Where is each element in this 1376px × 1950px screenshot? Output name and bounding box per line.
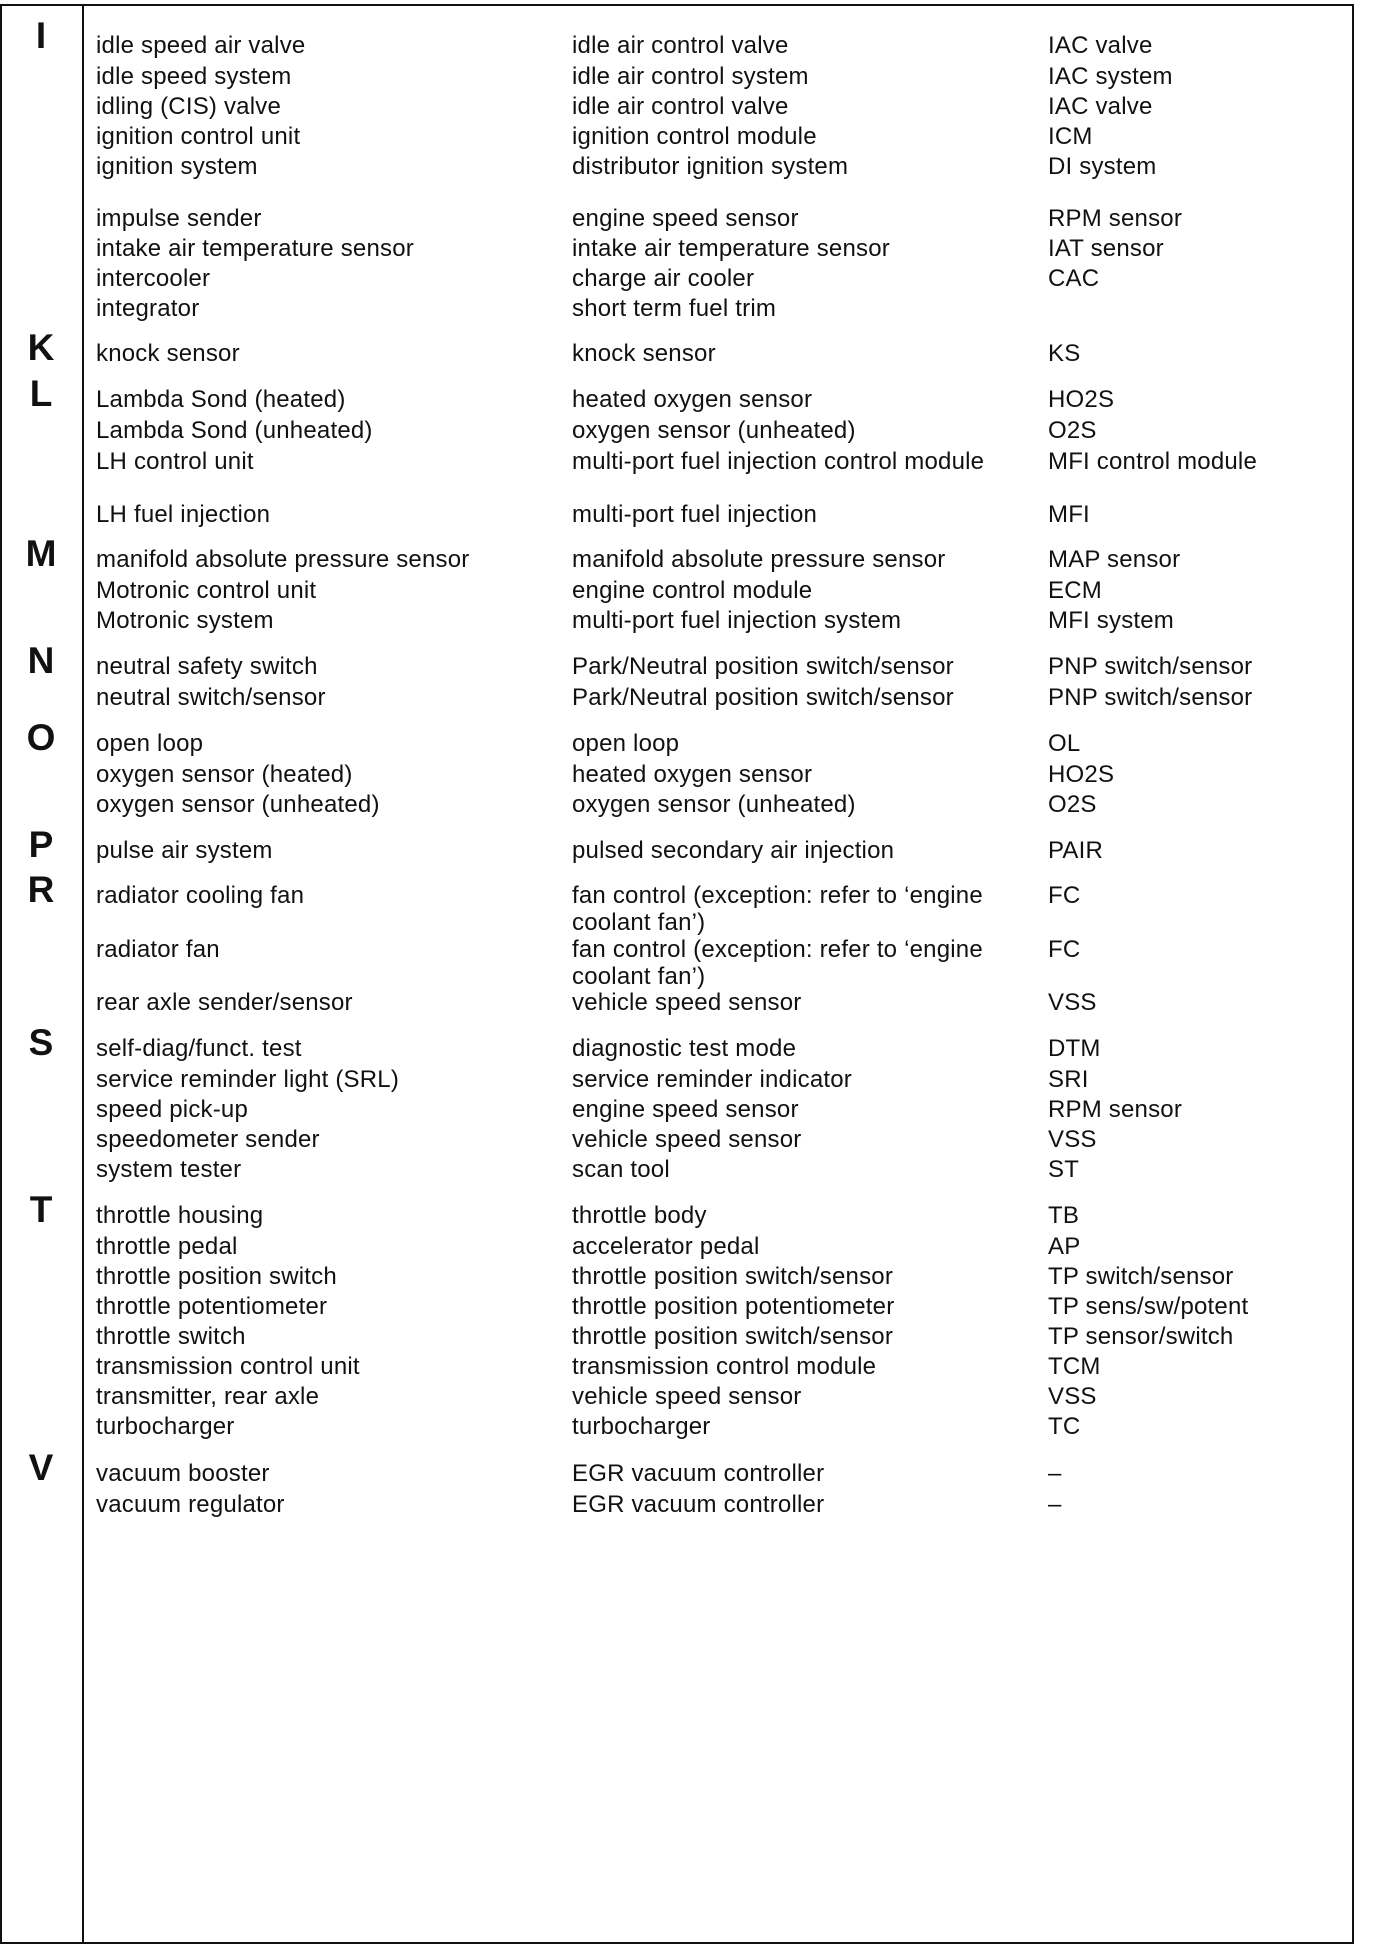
old-term: ignition system bbox=[96, 153, 258, 180]
new-term: EGR vacuum controller bbox=[572, 1491, 825, 1518]
old-term: idling (CIS) valve bbox=[96, 93, 281, 120]
abbreviation: ECM bbox=[1048, 577, 1102, 604]
old-term: throttle pedal bbox=[96, 1233, 238, 1260]
abbreviation: TCM bbox=[1048, 1353, 1101, 1380]
old-term: oxygen sensor (unheated) bbox=[96, 791, 380, 818]
new-term: idle air control system bbox=[572, 63, 809, 90]
old-term: transmission control unit bbox=[96, 1353, 360, 1380]
letter-column-divider bbox=[82, 4, 84, 1944]
new-term: multi-port fuel injection system bbox=[572, 607, 902, 634]
abbreviation: HO2S bbox=[1048, 386, 1115, 413]
abbreviation: PNP switch/sensor bbox=[1048, 684, 1253, 711]
section-letter-r: R bbox=[27, 869, 55, 910]
section-letter-i: I bbox=[35, 15, 47, 56]
abbreviation: DI system bbox=[1048, 153, 1157, 180]
abbreviation: ST bbox=[1048, 1156, 1080, 1183]
new-term: throttle body bbox=[572, 1202, 707, 1229]
abbreviation: IAT sensor bbox=[1048, 235, 1164, 262]
abbreviation: MFI system bbox=[1048, 607, 1174, 634]
abbreviation: FC bbox=[1048, 936, 1081, 963]
old-term: throttle housing bbox=[96, 1202, 264, 1229]
section-letter-o: O bbox=[26, 717, 56, 758]
section-letter-t: T bbox=[29, 1189, 53, 1230]
new-term: distributor ignition system bbox=[572, 153, 849, 180]
abbreviation: MAP sensor bbox=[1048, 546, 1181, 573]
abbreviation: VSS bbox=[1048, 1383, 1097, 1410]
old-term: oxygen sensor (heated) bbox=[96, 761, 353, 788]
abbreviation: O2S bbox=[1048, 417, 1097, 444]
new-term: Park/Neutral position switch/sensor bbox=[572, 653, 954, 680]
new-term: idle air control valve bbox=[572, 32, 789, 59]
new-term: fan control (exception: refer to ‘engine coolant fan’) bbox=[572, 936, 983, 990]
abbreviation: TP sensor/switch bbox=[1048, 1323, 1234, 1350]
old-term: speedometer sender bbox=[96, 1126, 320, 1153]
new-term: short term fuel trim bbox=[572, 295, 777, 322]
abbreviation: TP switch/sensor bbox=[1048, 1263, 1234, 1290]
section-letter-n: N bbox=[27, 640, 55, 681]
new-term: knock sensor bbox=[572, 340, 716, 367]
new-term: engine control module bbox=[572, 577, 813, 604]
new-term: transmission control module bbox=[572, 1353, 877, 1380]
old-term: vacuum regulator bbox=[96, 1491, 285, 1518]
abbreviation: VSS bbox=[1048, 989, 1097, 1016]
abbreviation: HO2S bbox=[1048, 761, 1115, 788]
new-term: vehicle speed sensor bbox=[572, 989, 802, 1016]
old-term: intercooler bbox=[96, 265, 211, 292]
new-term: Park/Neutral position switch/sensor bbox=[572, 684, 954, 711]
old-term: intake air temperature sensor bbox=[96, 235, 414, 262]
new-term: turbocharger bbox=[572, 1413, 711, 1440]
abbreviation: – bbox=[1048, 1491, 1062, 1518]
old-term: LH control unit bbox=[96, 448, 254, 475]
new-term: engine speed sensor bbox=[572, 205, 799, 232]
old-term: transmitter, rear axle bbox=[96, 1383, 320, 1410]
abbreviation: ICM bbox=[1048, 123, 1093, 150]
abbreviation: DTM bbox=[1048, 1035, 1101, 1062]
old-term: manifold absolute pressure sensor bbox=[96, 546, 470, 573]
old-term: neutral switch/sensor bbox=[96, 684, 326, 711]
new-term: oxygen sensor (unheated) bbox=[572, 417, 856, 444]
abbreviation: CAC bbox=[1048, 265, 1100, 292]
new-term: charge air cooler bbox=[572, 265, 755, 292]
abbreviation: VSS bbox=[1048, 1126, 1097, 1153]
new-term: engine speed sensor bbox=[572, 1096, 799, 1123]
old-term: impulse sender bbox=[96, 205, 262, 232]
abbreviation: IAC system bbox=[1048, 63, 1173, 90]
new-term: fan control (exception: refer to ‘engine coolant fan’) bbox=[572, 882, 983, 936]
old-term: idle speed air valve bbox=[96, 32, 306, 59]
new-term: throttle position potentiometer bbox=[572, 1293, 895, 1320]
abbreviation: RPM sensor bbox=[1048, 205, 1183, 232]
old-term: throttle switch bbox=[96, 1323, 246, 1350]
section-letter-m: M bbox=[25, 533, 57, 574]
old-term: turbocharger bbox=[96, 1413, 235, 1440]
old-term: radiator cooling fan bbox=[96, 882, 305, 909]
old-term: neutral safety switch bbox=[96, 653, 318, 680]
new-term: idle air control valve bbox=[572, 93, 789, 120]
new-term: pulsed secondary air injection bbox=[572, 837, 895, 864]
old-term: LH fuel injection bbox=[96, 501, 271, 528]
old-term: rear axle sender/sensor bbox=[96, 989, 353, 1016]
abbreviation: OL bbox=[1048, 730, 1081, 757]
abbreviation: O2S bbox=[1048, 791, 1097, 818]
old-term: vacuum booster bbox=[96, 1460, 270, 1487]
old-term: throttle position switch bbox=[96, 1263, 337, 1290]
new-term: manifold absolute pressure sensor bbox=[572, 546, 946, 573]
new-term: vehicle speed sensor bbox=[572, 1126, 802, 1153]
new-term: ignition control module bbox=[572, 123, 817, 150]
section-letter-k: K bbox=[27, 327, 55, 368]
old-term: speed pick-up bbox=[96, 1096, 249, 1123]
abbreviation: SRI bbox=[1048, 1066, 1089, 1093]
abbreviation: MFI control module bbox=[1048, 448, 1258, 475]
old-term: pulse air system bbox=[96, 837, 273, 864]
old-term: throttle potentiometer bbox=[96, 1293, 328, 1320]
new-term: throttle position switch/sensor bbox=[572, 1263, 894, 1290]
abbreviation: PNP switch/sensor bbox=[1048, 653, 1253, 680]
new-term: accelerator pedal bbox=[572, 1233, 760, 1260]
old-term: ignition control unit bbox=[96, 123, 301, 150]
old-term: open loop bbox=[96, 730, 204, 757]
old-term: Lambda Sond (unheated) bbox=[96, 417, 373, 444]
new-term: open loop bbox=[572, 730, 680, 757]
new-term: heated oxygen sensor bbox=[572, 386, 813, 413]
abbreviation: PAIR bbox=[1048, 837, 1104, 864]
abbreviation: TP sens/sw/potent bbox=[1048, 1293, 1249, 1320]
new-term: heated oxygen sensor bbox=[572, 761, 813, 788]
abbreviation: TC bbox=[1048, 1413, 1081, 1440]
old-term: radiator fan bbox=[96, 936, 220, 963]
new-term: intake air temperature sensor bbox=[572, 235, 890, 262]
old-term: Motronic system bbox=[96, 607, 274, 634]
new-term: scan tool bbox=[572, 1156, 670, 1183]
abbreviation: RPM sensor bbox=[1048, 1096, 1183, 1123]
abbreviation: FC bbox=[1048, 882, 1081, 909]
abbreviation: IAC valve bbox=[1048, 93, 1153, 120]
new-term: diagnostic test mode bbox=[572, 1035, 797, 1062]
new-term: multi-port fuel injection bbox=[572, 501, 818, 528]
new-term: EGR vacuum controller bbox=[572, 1460, 825, 1487]
old-term: idle speed system bbox=[96, 63, 292, 90]
abbreviation: – bbox=[1048, 1460, 1062, 1487]
abbreviation: MFI bbox=[1048, 501, 1090, 528]
section-letter-v: V bbox=[28, 1447, 54, 1488]
old-term: integrator bbox=[96, 295, 200, 322]
new-term: throttle position switch/sensor bbox=[572, 1323, 894, 1350]
old-term: Lambda Sond (heated) bbox=[96, 386, 346, 413]
section-letter-p: P bbox=[28, 824, 54, 865]
old-term: self-diag/funct. test bbox=[96, 1035, 302, 1062]
abbreviation: KS bbox=[1048, 340, 1081, 367]
abbreviation: AP bbox=[1048, 1233, 1081, 1260]
old-term: service reminder light (SRL) bbox=[96, 1066, 400, 1093]
section-letter-l: L bbox=[29, 373, 53, 414]
abbreviation: IAC valve bbox=[1048, 32, 1153, 59]
old-term: Motronic control unit bbox=[96, 577, 317, 604]
old-term: knock sensor bbox=[96, 340, 240, 367]
abbreviation: TB bbox=[1048, 1202, 1080, 1229]
new-term: vehicle speed sensor bbox=[572, 1383, 802, 1410]
section-letter-s: S bbox=[28, 1022, 54, 1063]
new-term: multi-port fuel injection control module bbox=[572, 448, 985, 475]
new-term: oxygen sensor (unheated) bbox=[572, 791, 856, 818]
old-term: system tester bbox=[96, 1156, 242, 1183]
new-term: service reminder indicator bbox=[572, 1066, 852, 1093]
